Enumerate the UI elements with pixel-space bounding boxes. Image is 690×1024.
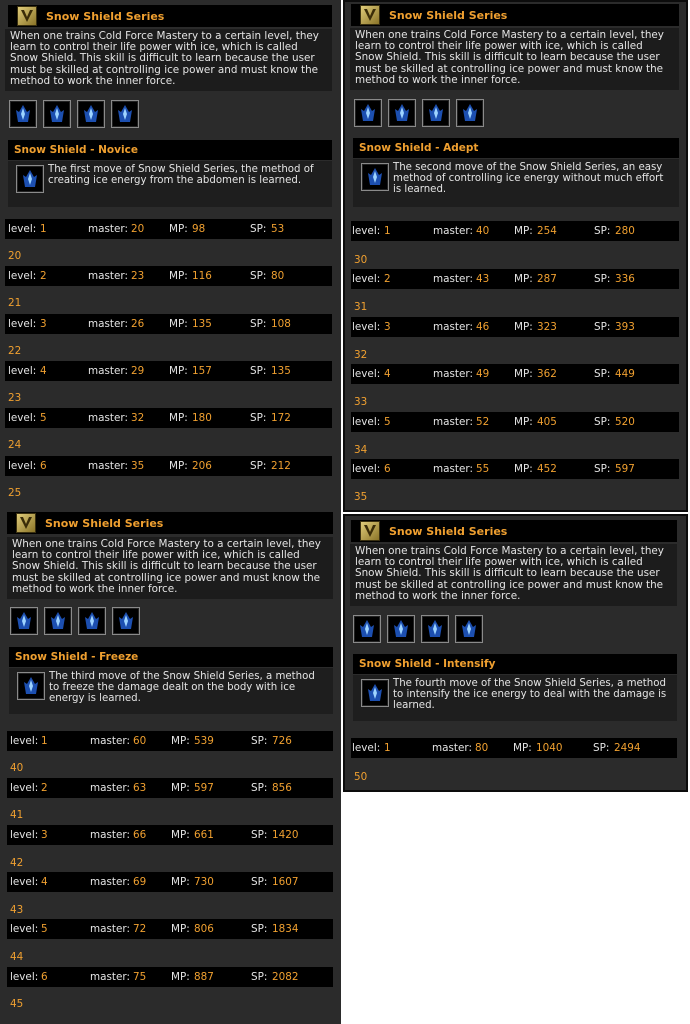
level-value: 1 — [40, 223, 47, 235]
mp-value: 116 — [192, 270, 212, 282]
level-label: level: — [10, 971, 39, 983]
level-row — [351, 364, 679, 384]
required-level: 24 — [8, 439, 22, 451]
mp-value: 806 — [194, 923, 214, 935]
mp-label: MP: — [171, 735, 190, 747]
required-level: 21 — [8, 297, 22, 309]
master-value: 49 — [476, 368, 490, 380]
level-value: 1 — [41, 735, 48, 747]
skill-panel-freeze — [0, 512, 341, 1024]
move-description: The second move of the Snow Shield Series, an easy method of controlling ice energy without much effort is learned. — [393, 162, 664, 195]
required-level: 35 — [354, 491, 368, 503]
master-label: master: — [88, 460, 128, 472]
move-description: The third move of the Snow Shield Series, a method to freeze the damage dealt on the body with ice energy is learned. — [49, 671, 315, 704]
mp-label: MP: — [514, 368, 533, 380]
level-label: level: — [352, 742, 381, 754]
level-value: 3 — [41, 829, 48, 841]
level-label: level: — [352, 368, 381, 380]
snow-shield-icon — [361, 163, 389, 191]
level-label: level: — [8, 318, 37, 330]
series-emblem-icon — [17, 6, 37, 26]
mp-label: MP: — [169, 318, 188, 330]
mp-value: 206 — [192, 460, 212, 472]
sp-value: 856 — [272, 782, 292, 794]
level-value: 4 — [40, 365, 47, 377]
mp-value: 323 — [537, 321, 557, 333]
master-label: master: — [433, 225, 473, 237]
level-row — [7, 825, 333, 845]
level-value: 4 — [41, 876, 48, 888]
snow-shield-icon — [361, 679, 389, 707]
sp-label: SP: — [251, 923, 268, 935]
move-description: The first move of Snow Shield Series, the method of creating ice energy from the abdomen is learned. — [48, 164, 314, 186]
master-label: master: — [433, 273, 473, 285]
required-level: 30 — [354, 254, 368, 266]
master-label: master: — [433, 368, 473, 380]
skill-panel-intensify — [343, 514, 688, 792]
move-title: Snow Shield - Intensify — [359, 658, 496, 670]
mp-value: 254 — [537, 225, 557, 237]
level-label: level: — [352, 321, 381, 333]
required-level: 33 — [354, 396, 368, 408]
snow-shield-icon[interactable] — [354, 99, 382, 127]
required-level: 32 — [354, 349, 368, 361]
series-title: Snow Shield Series — [389, 8, 508, 22]
mp-value: 362 — [537, 368, 557, 380]
series-emblem-icon — [360, 5, 380, 25]
level-row — [5, 361, 332, 381]
series-description: When one trains Cold Force Mastery to a certain level, they learn to control their life power with ice, which is called Snow Shield. This skill is difficult to learn because the user must be skilled at controlling ice power and must know the method to work the inner force. — [5, 29, 332, 91]
sp-value: 597 — [615, 463, 635, 475]
move-description-box — [8, 161, 332, 207]
mp-label: MP: — [514, 463, 533, 475]
sp-label: SP: — [251, 971, 268, 983]
sp-value: 135 — [271, 365, 291, 377]
level-value: 2 — [384, 273, 391, 285]
master-label: master: — [433, 416, 473, 428]
master-value: 32 — [131, 412, 145, 424]
sp-label: SP: — [250, 223, 267, 235]
mp-value: 887 — [194, 971, 214, 983]
snow-shield-icon[interactable] — [43, 100, 71, 128]
master-label: master: — [90, 735, 130, 747]
level-row — [351, 412, 679, 432]
level-value: 3 — [384, 321, 391, 333]
master-value: 69 — [133, 876, 147, 888]
sp-label: SP: — [250, 460, 267, 472]
move-description: The fourth move of the Snow Shield Series, a method to intensify the ice energy to deal with the damage is learned. — [393, 678, 667, 711]
skill-icon-row — [354, 99, 484, 127]
mp-label: MP: — [169, 460, 188, 472]
level-row — [7, 731, 333, 751]
sp-value: 280 — [615, 225, 635, 237]
series-title: Snow Shield Series — [46, 9, 165, 23]
master-label: master: — [90, 876, 130, 888]
sp-label: SP: — [251, 782, 268, 794]
mp-label: MP: — [514, 225, 533, 237]
sp-label: SP: — [593, 742, 610, 754]
level-label: level: — [10, 876, 39, 888]
mp-label: MP: — [169, 365, 188, 377]
sp-label: SP: — [251, 829, 268, 841]
mp-label: MP: — [514, 416, 533, 428]
series-header — [351, 4, 679, 26]
mp-value: 661 — [194, 829, 214, 841]
series-header — [8, 5, 332, 27]
level-label: level: — [8, 270, 37, 282]
snow-shield-icon[interactable] — [111, 100, 139, 128]
level-row — [7, 967, 333, 987]
sp-value: 1834 — [272, 923, 299, 935]
level-value: 5 — [40, 412, 47, 424]
level-row — [351, 317, 679, 337]
master-label: master: — [90, 971, 130, 983]
level-label: level: — [8, 460, 37, 472]
move-description-box — [353, 675, 677, 721]
move-title: Snow Shield - Adept — [359, 142, 479, 154]
series-description: When one trains Cold Force Mastery to a certain level, they learn to control their life power with ice, which is called Snow Shield. This skill is difficult to learn because the user must be skilled at controlling ice power and must know the method to work the inner force. — [7, 537, 333, 599]
master-value: 72 — [133, 923, 147, 935]
level-value: 2 — [41, 782, 48, 794]
level-value: 6 — [40, 460, 47, 472]
skill-icon-row — [10, 607, 140, 635]
master-value: 20 — [131, 223, 145, 235]
master-value: 40 — [476, 225, 490, 237]
sp-value: 520 — [615, 416, 635, 428]
level-label: level: — [352, 416, 381, 428]
move-header — [9, 647, 333, 667]
sp-label: SP: — [251, 735, 268, 747]
required-level: 43 — [10, 904, 24, 916]
master-value: 66 — [133, 829, 147, 841]
mp-value: 405 — [537, 416, 557, 428]
skill-icon-row — [353, 615, 483, 643]
mp-label: MP: — [169, 270, 188, 282]
mp-value: 539 — [194, 735, 214, 747]
sp-value: 53 — [271, 223, 285, 235]
snow-shield-icon[interactable] — [422, 99, 450, 127]
move-header — [353, 654, 677, 674]
level-label: level: — [10, 735, 39, 747]
sp-value: 336 — [615, 273, 635, 285]
sp-label: SP: — [251, 876, 268, 888]
required-level: 31 — [354, 301, 368, 313]
level-row — [351, 459, 679, 479]
move-header — [8, 140, 332, 160]
required-level: 22 — [8, 345, 22, 357]
master-label: master: — [90, 782, 130, 794]
snow-shield-icon[interactable] — [44, 607, 72, 635]
master-value: 26 — [131, 318, 145, 330]
level-value: 3 — [40, 318, 47, 330]
sp-label: SP: — [250, 412, 267, 424]
level-value: 5 — [41, 923, 48, 935]
level-row — [7, 872, 333, 892]
mp-label: MP: — [171, 876, 190, 888]
master-label: master: — [88, 318, 128, 330]
series-header — [351, 520, 677, 542]
level-row — [7, 778, 333, 798]
sp-label: SP: — [594, 463, 611, 475]
mp-label: MP: — [514, 321, 533, 333]
sp-label: SP: — [250, 270, 267, 282]
level-label: level: — [10, 829, 39, 841]
required-level: 20 — [8, 250, 22, 262]
series-title: Snow Shield Series — [389, 524, 508, 538]
sp-value: 172 — [271, 412, 291, 424]
level-value: 1 — [384, 742, 391, 754]
series-title: Snow Shield Series — [45, 516, 164, 530]
mp-label: MP: — [514, 273, 533, 285]
master-label: master: — [88, 270, 128, 282]
level-row — [7, 919, 333, 939]
mp-value: 157 — [192, 365, 212, 377]
move-description-box — [353, 159, 679, 207]
level-value: 6 — [41, 971, 48, 983]
snow-shield-icon[interactable] — [77, 100, 105, 128]
series-header — [7, 512, 333, 534]
required-level: 23 — [8, 392, 22, 404]
master-value: 43 — [476, 273, 490, 285]
snow-shield-icon[interactable] — [455, 615, 483, 643]
required-level: 34 — [354, 444, 368, 456]
mp-value: 597 — [194, 782, 214, 794]
mp-value: 135 — [192, 318, 212, 330]
master-value: 60 — [133, 735, 147, 747]
mp-value: 98 — [192, 223, 206, 235]
snow-shield-icon[interactable] — [388, 99, 416, 127]
mp-value: 1040 — [536, 742, 563, 754]
level-value: 2 — [40, 270, 47, 282]
mp-label: MP: — [171, 829, 190, 841]
required-level: 50 — [354, 771, 368, 783]
sp-label: SP: — [250, 318, 267, 330]
sp-label: SP: — [594, 416, 611, 428]
required-level: 42 — [10, 857, 24, 869]
required-level: 45 — [10, 998, 24, 1010]
snow-shield-icon — [16, 165, 44, 193]
master-label: master: — [433, 321, 473, 333]
level-label: level: — [8, 412, 37, 424]
move-title: Snow Shield - Freeze — [15, 651, 139, 663]
mp-value: 452 — [537, 463, 557, 475]
sp-label: SP: — [594, 273, 611, 285]
mp-label: MP: — [171, 782, 190, 794]
level-row — [5, 219, 332, 239]
snow-shield-icon[interactable] — [112, 607, 140, 635]
level-value: 6 — [384, 463, 391, 475]
skill-panel-adept — [343, 0, 688, 512]
level-value: 4 — [384, 368, 391, 380]
master-value: 46 — [476, 321, 490, 333]
master-value: 55 — [476, 463, 490, 475]
move-header — [353, 138, 679, 158]
snow-shield-icon[interactable] — [421, 615, 449, 643]
series-description: When one trains Cold Force Mastery to a certain level, they learn to control their life power with ice, which is called Snow Shield. This skill is difficult to learn because the user must be skilled at controlling ice power and must know the method to work the inner force. — [350, 28, 679, 90]
required-level: 40 — [10, 762, 24, 774]
sp-value: 2082 — [272, 971, 299, 983]
mp-value: 287 — [537, 273, 557, 285]
required-level: 41 — [10, 809, 24, 821]
sp-label: SP: — [594, 321, 611, 333]
master-label: master: — [433, 463, 473, 475]
master-label: master: — [432, 742, 472, 754]
mp-label: MP: — [513, 742, 532, 754]
sp-label: SP: — [594, 225, 611, 237]
sp-value: 1607 — [272, 876, 299, 888]
level-label: level: — [8, 223, 37, 235]
master-label: master: — [88, 365, 128, 377]
skill-icon-row — [9, 100, 139, 128]
sp-value: 449 — [615, 368, 635, 380]
level-row — [5, 408, 332, 428]
snow-shield-icon[interactable] — [387, 615, 415, 643]
level-row — [351, 269, 679, 289]
master-label: master: — [88, 412, 128, 424]
level-row — [5, 266, 332, 286]
snow-shield-icon[interactable] — [456, 99, 484, 127]
level-label: level: — [352, 463, 381, 475]
move-description-box — [9, 668, 333, 714]
mp-label: MP: — [169, 223, 188, 235]
master-value: 52 — [476, 416, 490, 428]
sp-value: 212 — [271, 460, 291, 472]
sp-label: SP: — [250, 365, 267, 377]
series-emblem-icon — [16, 513, 36, 533]
sp-label: SP: — [594, 368, 611, 380]
mp-label: MP: — [171, 971, 190, 983]
series-emblem-icon — [360, 521, 380, 541]
skill-panel-novice — [0, 0, 341, 512]
master-value: 29 — [131, 365, 145, 377]
snow-shield-icon[interactable] — [78, 607, 106, 635]
master-value: 75 — [133, 971, 147, 983]
master-value: 80 — [475, 742, 489, 754]
master-value: 63 — [133, 782, 147, 794]
mp-value: 180 — [192, 412, 212, 424]
required-level: 44 — [10, 951, 24, 963]
level-row — [5, 314, 332, 334]
move-title: Snow Shield - Novice — [14, 144, 138, 156]
sp-value: 1420 — [272, 829, 299, 841]
level-value: 5 — [384, 416, 391, 428]
level-label: level: — [8, 365, 37, 377]
level-label: level: — [352, 225, 381, 237]
level-row — [351, 738, 677, 758]
snow-shield-icon[interactable] — [353, 615, 381, 643]
sp-value: 393 — [615, 321, 635, 333]
level-row — [5, 456, 332, 476]
mp-value: 730 — [194, 876, 214, 888]
master-value: 35 — [131, 460, 145, 472]
required-level: 25 — [8, 487, 22, 499]
master-value: 23 — [131, 270, 145, 282]
mp-label: MP: — [169, 412, 188, 424]
level-value: 1 — [384, 225, 391, 237]
sp-value: 2494 — [614, 742, 641, 754]
sp-value: 726 — [272, 735, 292, 747]
master-label: master: — [90, 829, 130, 841]
sp-value: 108 — [271, 318, 291, 330]
level-row — [351, 221, 679, 241]
level-label: level: — [10, 923, 39, 935]
series-description: When one trains Cold Force Mastery to a certain level, they learn to control their life power with ice, which is called Snow Shield. This skill is difficult to learn because the user must be skilled at controlling ice power and must know the method to work the inner force. — [350, 544, 677, 606]
level-label: level: — [10, 782, 39, 794]
snow-shield-icon[interactable] — [10, 607, 38, 635]
snow-shield-icon[interactable] — [9, 100, 37, 128]
master-label: master: — [90, 923, 130, 935]
mp-label: MP: — [171, 923, 190, 935]
master-label: master: — [88, 223, 128, 235]
sp-value: 80 — [271, 270, 285, 282]
snow-shield-icon — [17, 672, 45, 700]
level-label: level: — [352, 273, 381, 285]
